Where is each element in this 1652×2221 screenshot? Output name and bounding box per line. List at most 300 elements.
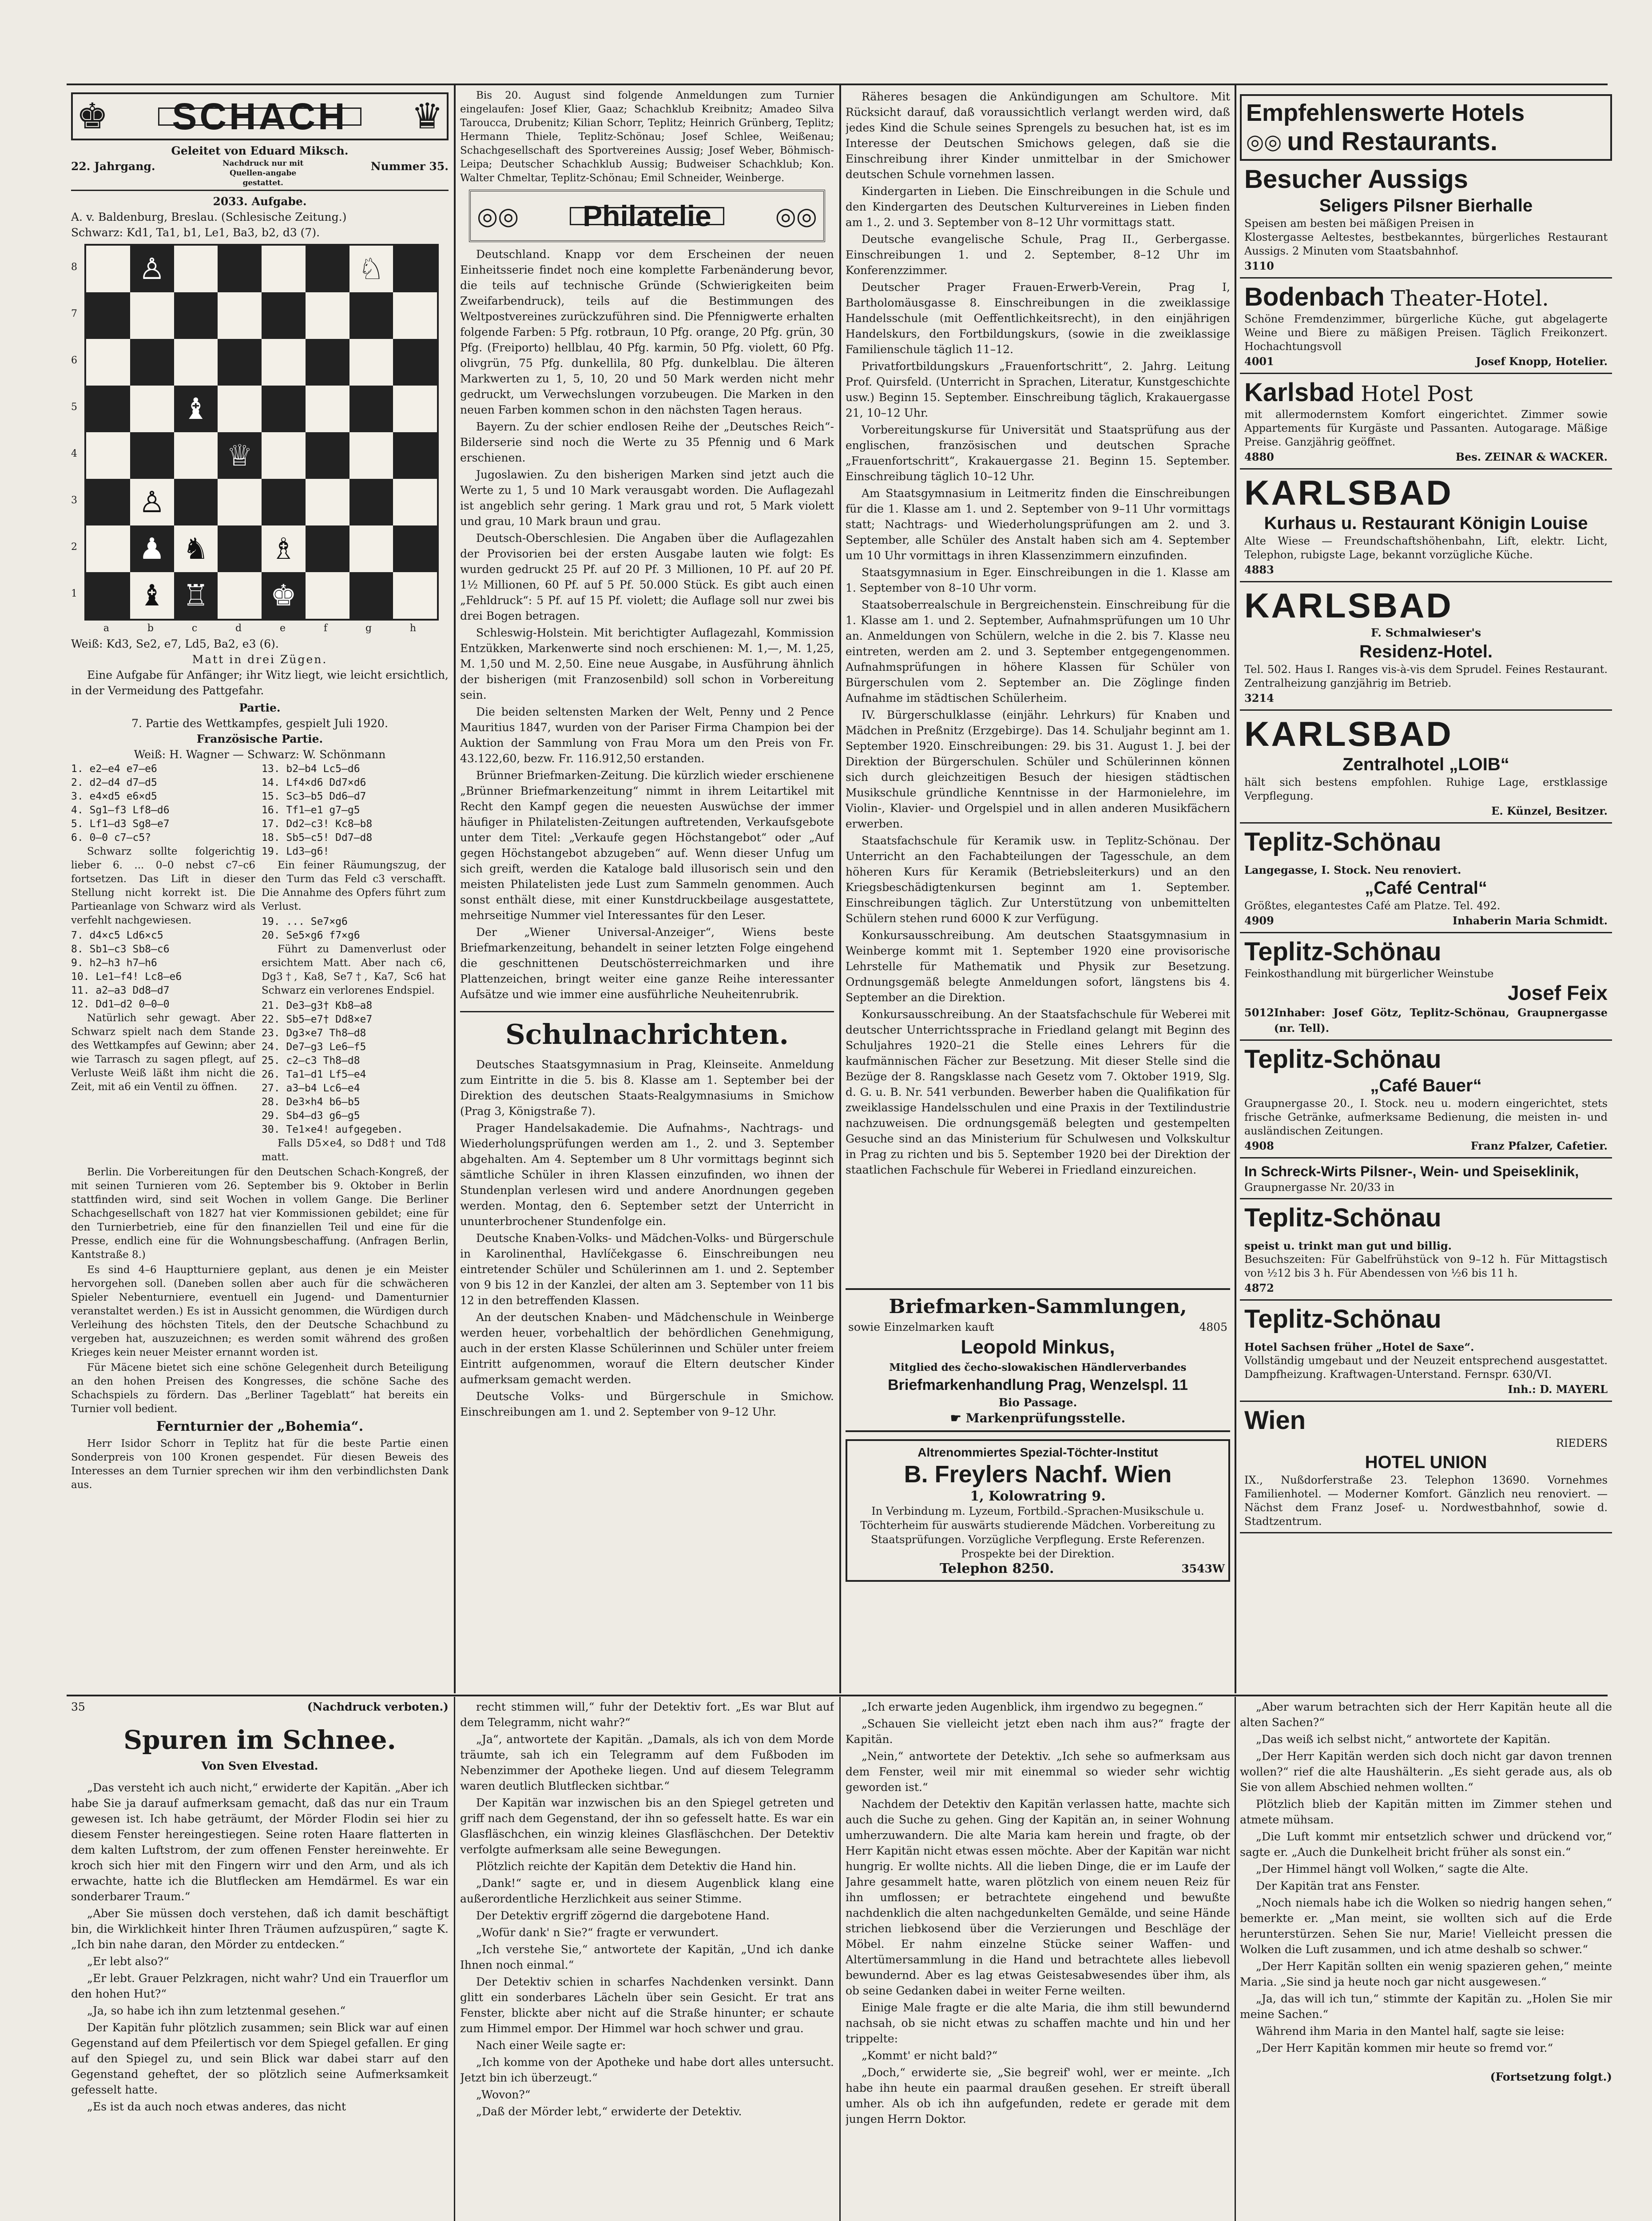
- roman-paragraph: „Ja“, antwortete der Kapitän. „Damals, als ich von dem Morde träumte, sah ich ein Telegramm auf dem Fußboden im Nebenzimmer der Apotheke liegen. Und auf diesem Telegramm waren deutlich Blutflecken sichtbar.“: [460, 1733, 834, 1792]
- hotel-ad-text: Feinkosthandlung mit bürgerlicher Weinstube: [1244, 967, 1494, 980]
- partie-opening: Französische Partie.: [196, 732, 323, 745]
- philatelie-ornament-right-icon: ◎◎: [775, 202, 817, 230]
- chess-square: ♞: [174, 525, 218, 572]
- roman-paragraph: „Noch niemals habe ich die Wolken so niedrig hangen sehen,“ bemerkte er. „Man meint, sie wollten sich auf die Erde herunterstürzen. Sehen Sie nur, Marie! Vielleicht pressen die Wolken die Luft zusammen, und ich atme deshalb so schwer.“: [1240, 1896, 1612, 1956]
- hotel-ad-owner: Franz Pfalzer, Cafetier.: [1470, 1139, 1608, 1152]
- hotel-ad-title-row: [1244, 1044, 1608, 1075]
- hotel-ad-sub: „Café Bauer“: [1370, 1076, 1482, 1095]
- chess-file-label: f: [323, 623, 328, 634]
- schul-paragraph: Staatsoberrealschule in Bergreichenstein. Einschreibung für die 1. Klasse am 1. und 2. September, Aufnahmsprüfungen um 10 Uhr an. Anmeldungen von Schülern, welche in die 2. bis 7. Klasse neu eintreten, werden am 2. und 3. September entgegengenommen. Aufnahmsprüfungen in höhere Klassen für Schüler von Bürgerschulen vom 2. September an. Die Zöglinge finden Aufnahme im städtischen Schülerheim.: [846, 598, 1230, 705]
- chess-square: [174, 339, 218, 386]
- partie-col-right: [262, 762, 446, 1166]
- hotel-ad-sub2: Klostergasse Aeltestes, bestbekanntes, bürgerliches Restaurant Aussigs. 2 Minuten vom Staatsbahnhof.: [1244, 231, 1608, 257]
- roman-paragraph: „Das weiß ich selbst nicht,“ antwortete der Kapitän.: [1256, 1733, 1551, 1746]
- freyler-num: 3543W: [1181, 1562, 1225, 1575]
- roman-paragraph: „Aber Sie müssen doch verstehen, daß ich damit beschäftigt bin, die Wirklichkeit hinter Ihren Träumen aufzuspüren,“ sagte K. „Ich bin nahe daran, den Mörder zu entdecken.“: [71, 1907, 449, 1951]
- philatelie-header: [469, 190, 825, 242]
- chess-square: [349, 292, 393, 339]
- aufgabe-matt: Matt in drei Zügen.: [192, 653, 328, 666]
- hotel-ad-sub: Seligers Pilsner Bierhalle: [1319, 196, 1533, 215]
- feuilleton-divider-3: [1235, 1697, 1236, 2221]
- roman-text-3: [846, 1699, 1230, 2127]
- hotel-ad-text: Besuchszeiten: Für Gabelfrühstück von 9–12 h. Für Mittagstisch von ½12 bis 3 h. Für Abendessen von ½6 bis 11 h.: [1244, 1253, 1608, 1279]
- roman-paragraph: Der Kapitän trat ans Fenster.: [1256, 1879, 1420, 1892]
- chess-square: [86, 292, 130, 339]
- chess-square: ♝: [130, 572, 174, 619]
- hotel-ad-number: 4872: [1244, 1282, 1274, 1294]
- freyler-desc: In Verbindung m. Lyzeum, Fortbild.-Sprachen-Musikschule u. Töchterheim für auswärts studierende Mädchen. Vorbereitung zu Staatsprüfungen. Vorzügliche Verpflegung. Erste Referenzen. Prospekte bei der Direktion.: [860, 1505, 1215, 1560]
- rank-3: 3: [71, 495, 77, 506]
- chess-file-label: a: [103, 623, 110, 634]
- hotel-ad: [1240, 582, 1612, 711]
- schul-paragraph: Deutsche Knaben-Volks- und Mädchen-Volks- und Bürgerschule in Karolinenthal, Havlíčekgasse 6. Einschreibungen neu eintretender Schüler und Schülerinnen am 1. und 2. September von 9 bis 12 in der Kanzlei, der alten am 3. September von 11 bis 12 in den betreffenden Klassen.: [460, 1232, 834, 1307]
- fernturnier-title: Fernturnier der „Bohemia“.: [156, 1419, 364, 1434]
- roman-author: Von Sven Elvestad.: [201, 1759, 318, 1772]
- rank-6: 6: [71, 355, 77, 366]
- chess-square: [86, 525, 130, 572]
- partie-note-1: Schwarz sollte folgerichtig lieber 6. ... 0–0 nebst c7–c6 fortsetzen. Das Lift in dieser Stellung nicht korrekt ist. Die Partieanlage von Schwarz wird als verfehlt nachgewiesen.: [71, 846, 255, 926]
- briefmarken-sub-row: [848, 1319, 1227, 1335]
- hotel-ad-title: Teplitz-Schönau: [1244, 828, 1442, 856]
- hotel-ad-title-row: [1244, 1162, 1608, 1181]
- hotel-ad-title-row: [1244, 282, 1608, 312]
- chess-square: [262, 479, 306, 525]
- hotel-ad-title-extra: Hotel Sachsen früher „Hotel de Saxe“.: [1244, 1341, 1474, 1353]
- partie-moves-2: 7. d4×c5 Ld6×c5 8. Sb1–c3 Sb8–c6 9. h2–h3 h7–h6 10. Le1–f4! Lc8–e6 11. a2–a3 Dd8–d7 12. Dd1–d2 0–0–0: [71, 930, 182, 1010]
- roman-fortsetzung: (Fortsetzung folgt.): [1490, 2070, 1612, 2083]
- hotel-ad-sub: Residenz-Hotel.: [1359, 642, 1493, 661]
- hotel-ad-footer: [1244, 1005, 1608, 1036]
- aufgabe-schwarz: Schwarz: Kd1, Ta1, b1, Le1, Ba3, b2, d3 (7).: [71, 226, 320, 239]
- chess-square: [174, 479, 218, 525]
- rank-7: 7: [71, 308, 77, 319]
- freyler-addr: 1, Kolowratring 9.: [970, 1489, 1106, 1504]
- hotel-ad: [1240, 374, 1612, 470]
- roman-paragraph: Der Kapitän war inzwischen bis an den Spiegel getreten und griff nach dem Gegenstand, der ihn so gefesselt hatte. Es war ein Glasfläschchen, ein winzig kleines Glasfläschchen. Der Detektiv verfolgte aufmerksam alle seine Bewegungen.: [460, 1796, 834, 1856]
- roman-paragraph: „Er lebt. Grauer Pelzkragen, nicht wahr? Und ein Trauerflor um den hohen Hut?“: [71, 1972, 449, 2000]
- schach-meta-row: [71, 159, 449, 191]
- feuilleton-divider-1: [454, 1697, 455, 2221]
- minkus-addr: Briefmarkenhandlung Prag, Wenzelspl. 11: [888, 1377, 1188, 1393]
- chess-queen-icon: ♛: [411, 96, 443, 137]
- chess-square: [393, 386, 437, 432]
- hotel-ad-number: 5012: [1244, 1006, 1274, 1019]
- hotel-ad-title: KARLSBAD: [1244, 473, 1453, 512]
- roman-paragraph: „Dank!“ sagte er, und in diesem Augenblick klang eine außerordentliche Herzlichkeit aus seiner Stimme.: [460, 1877, 834, 1905]
- hotel-ad-title-extra: Hotel Post: [1361, 382, 1473, 406]
- philatelie-paragraph: Brünner Briefmarken-Zeitung. Die kürzlich wieder erschienene „Brünner Briefmarkenzeitung“ nimmt in ihrem Leitartikel mit Recht den Kampf gegen die neuesten Auswüchse der immer häufiger in Philatelisten-Zeitungen auftretenden, Verkaufsgebote unter dem Titel: „Verkaufe gegen Höchstangebot“ oder „Auf gegen Höchstangebot abzugeben“ auf. Wenn dieser Unfug um sich greift, werden die Kataloge bald illusorisch sein und den meisten Philatelisten jede Lust zum Sammeln genommen. Auch sonst enthält diese, mit einer Kunstdruckbeilage ausgestattete, mehrseitige Nummer viel Interessantes für den Leser.: [460, 769, 834, 922]
- hotel-ad: [1240, 711, 1612, 824]
- page-number: 35: [71, 1700, 85, 1713]
- philatelie-paragraph: Schleswig-Holstein. Mit berichtigter Auflagezahl, Kommission Entzükken, Markenwerte sind noch erschienen: M. 1,—, M. 1,25, M. 1,50 und M. 2,50. Eine neue Ausgabe, in Ausführung ähnlich der bisherigen (mit Franzosenbild) soll schon in Vorbereitung sein.: [460, 626, 834, 701]
- berlin-news-3: Für Mäcene bietet sich eine schöne Gelegenheit durch Beteiligung an den hohen Preisen des Kongresses, die schöne Sache des Schachspiels zu fördern. Das „Berliner Tageblatt“ hat bereits ein Turnier voll bedient.: [71, 1362, 449, 1415]
- roman-paragraph: „Ja, so habe ich ihn zum letztenmal gesehen.“: [87, 2004, 346, 2017]
- schul-paragraph: Prager Handelsakademie. Die Aufnahms-, Nachtrags- und Wiederholungsprüfungen werden am 1., 2. und 3. September abgehalten. Am 4. September um 8 Uhr vormittags beginnt sich sämtliche Schüler in ihren Klassen einzufinden, wo ihnen der Stundenplan verlesen wird und andere Anordnungen gegeben werden. Montag, den 6. September setzt der Unterricht in ununterbrochener Stundenfolge ein.: [460, 1122, 834, 1228]
- chess-square: ♕: [218, 432, 262, 479]
- hotel-ad-owner: E. Künzel, Besitzer.: [1491, 804, 1608, 817]
- hotel-ad-title: Besucher Aussigs: [1244, 165, 1468, 194]
- chess-square: [174, 432, 218, 479]
- hotel-ad-title-extra: Langegasse, I. Stock. Neu renoviert.: [1244, 864, 1461, 876]
- hotel-ad-footer: [1244, 1381, 1608, 1397]
- roman-paragraph: Plötzlich blieb der Kapitän mitten im Zimmer stehen und atmete mühsam.: [1240, 1798, 1612, 1826]
- roman-title: Spuren im Schnee.: [123, 1725, 396, 1755]
- hotel-ad-title-row: [1244, 473, 1608, 512]
- roman-paragraph: „Nein,“ antwortete der Detektiv. „Ich sehe so aufmerksam aus dem Fenster, weil mir mit einemmal so wieder sehr wichtig geworden ist.“: [846, 1750, 1230, 1794]
- hotel-ad-title-row: [1244, 586, 1608, 625]
- hotel-ad-title-row: [1244, 1405, 1608, 1436]
- roman-col-4: [1240, 1699, 1612, 2221]
- chess-square: ♘: [349, 246, 393, 292]
- chess-square: [306, 339, 349, 386]
- roman-paragraph: „Der Herr Kapitän werden sich doch nicht gar davon trennen wollen?“ rief die alte Haushälterin. „Es sieht gerade aus, als ob Sie von allem Abschied nehmen wollten.“: [1240, 1750, 1612, 1794]
- chess-file-label: c: [191, 623, 198, 634]
- schach-nachdruck: Nachdruck nur mit Quellen-angabe gestattet.: [222, 159, 304, 187]
- schul-paragraph: Privatfortbildungskurs „Frauenfortschritt“, 2. Jahrg. Leitung Prof. Quirsfeld. (Unterricht in Sprachen, Literatur, Kunstgeschichte usw.) Beginn 15. September. Einschreibung täglich, Krakauergasse 21, 10–12 Uhr.: [846, 360, 1230, 419]
- schul-paragraph: Konkursausschreibung. Am deutschen Staatsgymnasium in Weinberge kommt mit 1. September 1920 eine provisorische Lehrstelle für Mathematik und Physik zur Besetzung. Ordnungsgemäß belegte Anmeldungen sofort, längstens bis 4. September an die Direktion.: [846, 929, 1230, 1004]
- roman-col-3: [846, 1699, 1230, 2221]
- roman-paragraph: „Ja, das will ich tun,“ stimmte der Kapitän zu. „Holen Sie mir meine Sachen.“: [1240, 1992, 1612, 2021]
- hotel-ad-owner: Josef Knopp, Hotelier.: [1476, 355, 1608, 368]
- hotel-ad-number: 4001: [1244, 355, 1274, 368]
- chess-square: [306, 432, 349, 479]
- hotel-ad-number: 3214: [1244, 692, 1274, 705]
- chess-square: [218, 386, 262, 432]
- chess-square: [393, 246, 437, 292]
- briefmarken-sub: sowie Einzelmarken kauft: [848, 1321, 994, 1333]
- chess-square: [393, 292, 437, 339]
- chess-king-icon: ♚: [76, 96, 108, 137]
- schul-paragraph: Räheres besagen die Ankündigungen am Schultore. Mit Rücksicht darauf, daß voraussichtlich verlangt werden wird, daß jedes Kind die Schule seines Sprengels zu besuchen hat, ist es im Interesse der Deutschen Smichows gelegen, daß sie die Einschreibung ihrer Kinder unmittelbar in der Smichower deutschen Schule vornehmen lassen.: [846, 90, 1230, 181]
- hotel-ad-footer: [1244, 913, 1608, 928]
- aufgabe-note: Eine Aufgabe für Anfänger; ihr Witz liegt, wie leicht ersichtlich, in der Vermeidung des Pattgefahr.: [71, 669, 449, 697]
- partie-moves-4: 19. ... Se7×g6 20. Se5×g6 f7×g6: [262, 916, 360, 941]
- hotel-ad-pre: F. Schmalwieser's: [1370, 626, 1481, 639]
- hotel-ad-title-row: [1244, 937, 1608, 967]
- roman-paragraph: „Ich erwarte jeden Augenblick, ihm irgendwo zu begegnen.“: [862, 1700, 1203, 1713]
- schul-paragraph: Deutscher Prager Frauen-Erwerb-Verein, Prag I, Bartholomäusgasse 8. Einschreibungen in die zweiklassige Handelsschule (mit Oeffentlichkeitsrecht), in den einjährigen Handelskurs, den Fortbildungskurs, (sowie in die zweiklassige Familienschule täglich 11–12.: [846, 281, 1230, 356]
- hotel-ad-title: Karlsbad: [1244, 378, 1355, 407]
- schach-editor: Geleitet von Eduard Miksch.: [171, 144, 349, 157]
- roman-paragraph: „Die Luft kommt mir entsetzlich schwer und drückend vor,“ sagte er. „Auch die Dunkelheit bricht früher als sonst ein.“: [1240, 1830, 1612, 1859]
- chess-square: [262, 432, 306, 479]
- roman-paragraph: „Der Himmel hängt voll Wolken,“ sagte die Alte.: [1256, 1863, 1529, 1875]
- minkus-stelle: Markenprüfungsstelle.: [965, 1411, 1126, 1425]
- roman-paragraph: „Wovon?“: [476, 2088, 531, 2101]
- turnier-anmeldungen: Bis 20. August sind folgende Anmeldungen zum Turnier eingelaufen: Josef Klier, Gaaz; Schachklub Kreibnitz; Amadeo Silva Taroucca, Drubenitz; Kilian Schorr, Teplitz; Heinrich Grünberg, Teplitz; Hermann Thiele, Teplitz-Schönau; Josef Schlee, Weißenau; Schachgesellschaft des Sportvereines Aussig; Josef Weber, Böhmisch-Leipa; Deutscher Schachklub Aussig; Budweiser Schachklub; Kon. Walter Chmeltar, Teplitz-Schönau; Emil Schneider, Weinberge.: [460, 90, 834, 184]
- partie-moves-5: 21. De3–g3† Kb8–a8 22. Sb5–e7† Dd8×e7 23. Dg3×e7 Th8–d8 24. De7–g3 Le6–f5 25. c2–c3 Th8–d8 26. Ta1–d1 Lf5–e4 27. a3–b4 Lc6–e4 28. De3×h4 b6–b5 29. Sb4–d3 g6–g5 30. Te1×e4! aufgegeben.: [262, 1000, 403, 1135]
- roman-col-1: [71, 1699, 449, 2221]
- middle-column: [460, 89, 834, 1688]
- roman-paragraph: „Ich komme von der Apotheke und habe dort alles untersucht. Jetzt bin ich überzeugt.“: [460, 2056, 834, 2084]
- roman-paragraph: „Doch,“ erwiderte sie, „Sie begreif' wohl, wer er meinte. „Ich habe ihn heute ein paarmal draußen gesehen. Er streift überall umher. Als ob ich ihn aufgefunden, redete er gerade mit dem jungen Herrn Doktor.: [846, 2066, 1230, 2125]
- hotel-ad: [1240, 470, 1612, 582]
- hotel-ad-text: hält sich bestens empfohlen. Ruhige Lage, erstklassige Verpflegung.: [1244, 776, 1608, 802]
- rank-2: 2: [71, 541, 77, 553]
- roman-paragraph: „Er lebt also?“: [87, 1955, 169, 1968]
- roman-paragraph: Nach einer Weile sagte er:: [476, 2039, 626, 2052]
- freyler-ad: [846, 1439, 1230, 1582]
- schach-header: [71, 92, 449, 140]
- chess-file-label: b: [147, 623, 154, 634]
- freyler-tel-row: [851, 1561, 1225, 1576]
- partie-players: Weiß: H. Wagner — Schwarz: W. Schönmann: [134, 748, 386, 761]
- hotel-ad-sub: „Café Central“: [1365, 878, 1487, 898]
- chess-square: [262, 246, 306, 292]
- partie-note-3: Ein feiner Räumungszug, der den Turm das Feld c3 verschafft. Die Annahme des Opfers führt zum Verlust.: [262, 860, 446, 912]
- hotel-ad-title: Teplitz-Schönau: [1244, 1045, 1442, 1074]
- roman-col-2: [460, 1699, 834, 2221]
- roman-paragraph: „Es ist da auch noch etwas anderes, das nicht: [87, 2100, 346, 2113]
- schul-paragraph: Kindergarten in Lieben. Die Einschreibungen in die Schule und den Kindergarten des Deutschen Kulturvereines in Lieben finden am 1., 2. und 3. September von 8–12 Uhr vormittags statt.: [846, 185, 1230, 229]
- school-news-column: [846, 89, 1230, 1688]
- hotel-ad-title: KARLSBAD: [1244, 714, 1453, 753]
- chess-square: [218, 525, 262, 572]
- rank-1: 1: [71, 588, 77, 599]
- chess-square: [349, 432, 393, 479]
- chess-square: [86, 386, 130, 432]
- roman-paragraph: „Der Herr Kapitän kommen mir heute so fremd vor.“: [1256, 2042, 1553, 2054]
- schul-paragraph: Deutsches Staatsgymnasium in Prag, Kleinseite. Anmeldung zum Eintritte in die 5. bis 8. Klasse am 1. September bei der Direktion des deutschen Staats-Realgymnasiums in Smichow (Prag 3, Königstraße 7).: [460, 1058, 834, 1118]
- rank-4: 4: [71, 448, 77, 459]
- chess-square: [262, 339, 306, 386]
- briefmarken-ad: [846, 1288, 1230, 1432]
- chess-square: [349, 386, 393, 432]
- hotel-ad-number: 4883: [1244, 563, 1274, 576]
- hotel-ad-text: mit allermodernstem Komfort eingerichtet. Zimmer sowie Appartements für Kurgäste und Passanten. Autogarage. Mäßige Preise. Ganzjährig geöffnet.: [1244, 408, 1608, 448]
- hotel-ad-owner: Inh.: D. MAYERL: [1508, 1383, 1608, 1396]
- roman-head-row: [71, 1699, 449, 1715]
- hotel-ad-title-row: [1244, 1203, 1608, 1253]
- aufgabe-weiss: Weiß: Kd3, Se2, e7, Ld5, Ba2, e3 (6).: [71, 637, 279, 650]
- hotel-ad-title-extra: speist u. trinkt man gut und billig.: [1244, 1239, 1452, 1252]
- hotel-ad-title: Wien: [1244, 1406, 1306, 1435]
- chess-square: [130, 339, 174, 386]
- chess-file-label: h: [409, 623, 417, 634]
- chess-square: [86, 479, 130, 525]
- aufgabe-title: 2033. Aufgabe.: [213, 195, 307, 208]
- hotels-header-line1: Empfehlenswerte Hotels: [1246, 100, 1525, 126]
- chess-square: [86, 432, 130, 479]
- schul-paragraph: Deutsche evangelische Schule, Prag II., Gerbergasse. Einschreibungen 1. und 2. September, 8–12 Uhr im Konferenzzimmer.: [846, 233, 1230, 277]
- chess-square: [349, 572, 393, 619]
- philatelie-body: [460, 247, 834, 1002]
- philatelie-ornament-left-icon: ◎◎: [477, 202, 519, 230]
- hotel-ad-owner: Inhaberin Maria Schmidt.: [1452, 914, 1608, 927]
- chess-square: [393, 525, 437, 572]
- hotel-ad-number: 4880: [1244, 450, 1274, 463]
- roman-paragraph: „Schauen Sie vielleicht jetzt eben nach ihm aus?“ fragte der Kapitän.: [846, 1717, 1230, 1746]
- hotel-ad-text: Vollständig umgebaut und der Neuzeit entsprechend ausgestattet. Dampfheizung. Kraftwagen-Unterstand. Fernspr. 630/VI.: [1244, 1354, 1608, 1381]
- philatelie-paragraph: Der „Wiener Universal-Anzeiger“, Wiens beste Briefmarkenzeitung, behandelt in seiner letzten Folge eingehend die geschnittenen Deutschösterreichmarken und ihre Plattenzeichen, bringt weiter eine ganze Reihe interessanter Aufsätze und wie immer eine ausführliche Neuheitenrubrik.: [460, 926, 834, 1001]
- hotel-ad-title-row: [1244, 827, 1608, 877]
- hotel-ad: [1240, 933, 1612, 1041]
- chess-board: [84, 244, 439, 621]
- hotel-ad-number: 4908: [1244, 1139, 1274, 1152]
- chess-square: [174, 292, 218, 339]
- hotel-ad-text: Graupnergasse Nr. 20/33 in: [1244, 1181, 1395, 1194]
- schach-title: SCHACH: [158, 107, 361, 126]
- chess-square: [393, 339, 437, 386]
- chess-square: ♙: [130, 246, 174, 292]
- chess-square: [349, 339, 393, 386]
- hotel-ad-sub: HOTEL UNION: [1365, 1453, 1487, 1472]
- partie-note-5: Falls D5×e4, so Dd8† und Td8 matt.: [262, 1138, 446, 1163]
- hotel-ad: [1240, 1199, 1612, 1301]
- rank-8: 8: [71, 262, 77, 273]
- roman-paragraph: Nachdem der Detektiv den Kapitän verlassen hatte, machte sich auch die Suche zu gehen. Ging der Kapitän an, in seiner Wohnung umherzuwandern. Die alte Maria kam herein und fragte, ob der Herr Kapitän nicht etwas essen möchte. Aber der Kapitän war nicht hungrig. Er wollte nichts. All die lieben Dinge, die er im Laufe der Jahre gesammelt hatte, waren plötzlich von einem neuen Reiz für ihn umflossen; er betrachtete eingehend und bewußte nachdenklich die alten nachgedunkelten Gemälde, und seine Hände strichen liebkosend über die Verzierungen und Beschläge der Möbel. Er nahm einzelne Stücke seiner Waffen- und Altertümersammlung in die Hand und betrachtete alles liebevoll bewundernd. Aber es lag etwas Geistesabwesendes über ihm, als ob seine Gedanken dabei in weiter Ferne weilten.: [846, 1798, 1230, 1997]
- chess-square: [174, 246, 218, 292]
- chess-square: [393, 479, 437, 525]
- roman-paragraph: „Kommt' er nicht bald?“: [862, 2049, 998, 2062]
- berlin-news-2: Es sind 4–6 Hauptturniere geplant, aus denen je ein Meister hervorgehen soll. (Daneben sollen aber auch für die schwächeren Spieler Nebenturniere, eventuell ein Jugend- und Damenturnier veranstaltet werden.) Es ist in Aussicht genommen, die Würdigen durch Verleihung des höchsten Titels, den der Deutsche Schachbund zu vergeben hat, auszuzeichnen; es werden somit während des großen Krieges kein neuer Meister ernannt worden ist.: [71, 1264, 449, 1358]
- hotel-ad-title: Bodenbach: [1244, 283, 1385, 311]
- partie-note-4: Führt zu Damenverlust oder ersichtem Matt. Aber nach c6, Dg3†, Ka8, Se7†, Ka7, Sc6 hat Schwarz ein verlorenes Endspiel.: [262, 943, 446, 996]
- chess-square: [130, 292, 174, 339]
- partie-title: Partie.: [239, 701, 281, 714]
- hotel-ad-title-row: [1244, 378, 1608, 408]
- hotel-ad-footer: [1244, 690, 1608, 706]
- roman-text-4: [1240, 1699, 1612, 2056]
- freyler-top: Altrenommiertes Spezial-Töchter-Institut: [917, 1445, 1158, 1459]
- chess-square: [86, 339, 130, 386]
- hotel-ad: [1240, 161, 1612, 279]
- hotel-ad-title: Teplitz-Schönau: [1244, 937, 1442, 966]
- hotel-ad-sub: Kurhaus u. Restaurant Königin Louise: [1264, 513, 1588, 533]
- schach-jahrgang: 22. Jahrgang.: [71, 160, 155, 173]
- partie-info: 7. Partie des Wettkampfes, gespielt Juli 1920.: [131, 717, 388, 730]
- hotel-ad-footer: [1244, 562, 1608, 577]
- chess-file-label: g: [365, 623, 372, 634]
- chess-square: ♙: [130, 479, 174, 525]
- page-top-rule: [67, 84, 1608, 85]
- hotel-ad-footer: [1244, 258, 1608, 274]
- hotels-header: [1240, 94, 1612, 161]
- chess-square: [349, 479, 393, 525]
- roman-paragraph: Plötzlich reichte der Kapitän dem Detektiv die Hand hin.: [476, 1860, 797, 1873]
- schul-cont-body: [846, 89, 1230, 1288]
- hotel-ad-title: KARLSBAD: [1244, 586, 1453, 625]
- feuilleton-divider-2: [839, 1697, 841, 2221]
- roman-nachdruck: (Nachdruck verboten.): [307, 1700, 449, 1713]
- hotels-column: [1240, 89, 1612, 1688]
- feuilleton-top-rule: [67, 1695, 1608, 1696]
- chess-square: [393, 432, 437, 479]
- chess-board-wrap: [71, 244, 449, 621]
- rank-5: 5: [71, 402, 77, 413]
- hotel-ad-text: Graupnergasse 20., I. Stock. neu u. modern eingerichtet, stets frische Getränke, aufmerksame Bedienung, die meisten in- und ausländischen Zeitungen.: [1244, 1097, 1608, 1137]
- chess-square: [349, 525, 393, 572]
- hotel-ad-text: Schöne Fremdenzimmer, bürgerliche Küche, gut abgelagerte Weine und Biere zu mäßigen Preisen. Täglich Freikonzert. Hochachtungsvoll: [1244, 313, 1608, 353]
- hotel-ad-text: Speisen am besten bei mäßigen Preisen in: [1244, 217, 1474, 230]
- hotel-ad-title-row: [1244, 164, 1608, 195]
- hotel-ad-owner-big: Josef Feix: [1508, 981, 1608, 1004]
- partie-moves-1: 1. e2–e4 e7–e6 2. d2–d4 d7–d5 3. e4×d5 e6×d5 4. Sg1–f3 Lf8–d6 5. Lf1–d3 Sg8–e7 6. 0–0 c7–c5?: [71, 763, 170, 844]
- schul-paragraph: Deutsche Volks- und Bürgerschule in Smichow. Einschreibungen am 1. und 2. September von 9–12 Uhr.: [460, 1390, 834, 1418]
- aufgabe-author: A. v. Baldenburg, Breslau. (Schlesische Zeitung.): [71, 211, 347, 223]
- roman-paragraph: Der Detektiv schien in scharfes Nachdenken versinkt. Dann glitt ein sonderbares Lächeln über sein Gesicht. Er trat ans Fenster, blickte aber nicht auf die Straße hinunter; er schaute zum Himmel empor. Der Himmel war hoch schwer und grau.: [460, 1975, 834, 2035]
- chess-square: [393, 572, 437, 619]
- chess-square: [306, 292, 349, 339]
- philatelie-paragraph: Deutschland. Knapp vor dem Erscheinen der neuen Einheitsserie findet noch eine komplette Farbenänderung bevor, die teils auf technische Gründe (Schwierigkeiten beim Zweifarbendruck), teils auf die Bestimmungen des Weltpostvereines zurückzuführen sind. Die Pfennigwerte erhalten folgende Farben: 5 Pfg. rotbraun, 10 Pfg. orange, 20 Pfg. grün, 30 Pfg. (Freiporto) hellblau, 40 Pfg. karmin, 50 Pfg. violett, 60 Pfg. olivgrün, 75 Pfg. dunkellila, 80 Pfg. dunkelblau. Die älteren Markwerten zu 1, 5, 10, 20 und 50 Mark werden nicht mehr gedruckt, um Verwechslungen vorzubeugen. Die Marken in den neuen Farben kommen schon in den nächsten Tagen heraus.: [460, 248, 834, 416]
- chess-square: [306, 525, 349, 572]
- chess-rank-labels: [71, 244, 84, 617]
- roman-text-1: [71, 1780, 449, 2114]
- hotel-ad-text: Größtes, elegantestes Café am Platze. Tel. 492.: [1244, 900, 1501, 912]
- roman-paragraph: Der Detektiv ergriff zögernd die dargebotene Hand.: [476, 1909, 770, 1922]
- schul-paragraph: Vorbereitungskurse für Universität und Staatsprüfung aus der englischen, französischen und deutschen Sprache „Frauenfortschritt“, Krakauergasse 21. Beginn 15. September. Einschreibung täglich 10–12 Uhr.: [846, 423, 1230, 483]
- column-divider-3: [1235, 85, 1236, 1693]
- chess-square: [306, 386, 349, 432]
- hotel-ad-footer: [1244, 1138, 1608, 1154]
- hotel-ads-list: [1240, 161, 1612, 1533]
- chess-square: [306, 246, 349, 292]
- hotel-ad-title: In Schreck-Wirts Pilsner-, Wein- und Speiseklinik,: [1244, 1163, 1579, 1179]
- minkus-name: Leopold Minkus,: [961, 1336, 1115, 1358]
- philatelie-title: Philatelie: [570, 207, 724, 225]
- hotel-ad: [1240, 1158, 1612, 1199]
- briefmarken-title: Briefmarken-Sammlungen,: [889, 1295, 1187, 1318]
- hotels-header-line2: und Restaurants.: [1287, 127, 1498, 156]
- chess-square: [262, 292, 306, 339]
- schul-body: [460, 1057, 834, 1420]
- column-divider-1: [454, 85, 456, 1693]
- chess-square: ♚: [262, 572, 306, 619]
- hotel-ad-sub-pre: RIEDERS: [1556, 1437, 1608, 1449]
- hotel-ad-title-extra: Theater-Hotel.: [1390, 286, 1549, 311]
- hotels-header-line2-row: [1246, 127, 1606, 156]
- roman-paragraph: „Das versteht ich auch nicht,“ erwiderte der Kapitän. „Aber ich habe Sie ja darauf aufmerksam gemacht, daß das nur ein Traum gewesen ist. Ich habe geträumt, der Mörder Flodin sei hier zu diesem Fenster hereingestiegen. Seine roten Haare flatterten in dem kalten Luftstrom, der zum offenen Fenster hereinwehte. Er kroch sich hier mit den Fingern wirr und den Arm, und als ich erwachte, hatte ich die Blutflecken am Hemdärmel. Es war ein sonderbarer Traum.“: [71, 1781, 449, 1903]
- philatelie-paragraph: Jugoslawien. Zu den bisherigen Marken sind jetzt auch die Werte zu 1, 5 und 10 Mark verausgabt worden. Die Auflagezahl ist angeblich sehr gering. 1 Mark grau und rot, 5 Mark violett und grau, 10 Mark braun und grau.: [460, 468, 834, 528]
- roman-paragraph: „Wofür dank' n Sie?“ fragte er verwundert.: [476, 1926, 719, 1939]
- hotel-ad-text: Alte Wiese — Freundschaftshöhenbahn, Lift, elektr. Licht, Telephon, rubigste Lage, bekannt vorzügliche Küche.: [1244, 535, 1608, 561]
- hotel-ad-title: Teplitz-Schönau: [1244, 1305, 1442, 1333]
- hotel-ad-title-row: [1244, 1304, 1608, 1354]
- roman-paragraph: recht stimmen will,“ fuhr der Detektiv fort. „Es war Blut auf dem Telegramm, nicht wahr?“: [460, 1700, 834, 1729]
- hotel-ad-owner: Bes. ZEINAR & WACKER.: [1455, 450, 1608, 463]
- roman-paragraph: „Der Herr Kapitän sollten ein wenig spazieren gehen,“ meinte Maria. „Sie sind ja heute noch gar nicht ausgewesen.“: [1240, 1960, 1612, 1988]
- chess-square: [86, 572, 130, 619]
- philatelie-paragraph: Die beiden seltensten Marken der Welt, Penny und 2 Pence Mauritius 1847, wurden von der Pariser Firma Champion bei der Auktion der Sammlung von Frau Mora um den Preis von Fr. 43.122,60, bezw. Fr. 116.912,50 erstanden.: [460, 705, 834, 765]
- schul-paragraph: Am Staatsgymnasium in Leitmeritz finden die Einschreibungen für die 1. Klasse am 1. und 2. September von 9–11 Uhr vormittags statt; Nachtrags- und Wiederholungsprüfungen am 2. und 3. September, alle Schüler des Anstalt haben sich am 4. September um 10 Uhr vormittags in ihren Klassenzimmern einzufinden.: [846, 487, 1230, 562]
- partie-columns: [71, 762, 449, 1166]
- hotel-ad-title: Teplitz-Schönau: [1244, 1203, 1442, 1232]
- hotel-ad: [1240, 1041, 1612, 1158]
- chess-square: [306, 572, 349, 619]
- schul-paragraph: Staatsfachschule für Keramik usw. in Teplitz-Schönau. Der Unterricht an den Fachabteilungen der Tagesschule, an dem höheren Kurs für Keramik (Betriebsleiterkurs) und an den Kriegsbeschädigtenkursen beginnt am 1. September. Einschreibungen täglich. Zur Unterstützung von unbemittelten Schülern stehen rund 6000 K zur Verfügung.: [846, 834, 1230, 925]
- chess-file-label: d: [235, 623, 242, 634]
- hotel-ad-footer: [1244, 1280, 1608, 1296]
- hotel-ad-text: Tel. 502. Haus I. Ranges vis-à-vis dem Sprudel. Feines Restaurant. Zentralheizung ganzjährig im Betrieb.: [1244, 663, 1608, 689]
- hotel-ad-sub: Zentralhotel „LOIB“: [1342, 755, 1509, 774]
- chess-square: [306, 479, 349, 525]
- freyler-name: B. Freylers Nachf. Wien: [904, 1461, 1172, 1488]
- hotel-ad: [1240, 1402, 1612, 1533]
- briefmarken-num: 4805: [1199, 1321, 1227, 1333]
- roman-paragraph: Während ihm Maria in den Mantel half, sagte sie leise:: [1256, 2025, 1565, 2038]
- hotel-ad: [1240, 824, 1612, 933]
- schul-paragraph: An der deutschen Knaben- und Mädchenschule in Weinberge werden heuer, vorbehaltlich der behördlichen Genehmigung, auch in der ersten Klasse Schülerinnen und Schüler unter freiem Eintritt aufgenommen, worauf die Eltern deutscher Kinder aufmerksam gemacht werden.: [460, 1311, 834, 1386]
- chess-square: [86, 246, 130, 292]
- chess-square: [218, 339, 262, 386]
- roman-paragraph: Der Kapitän fuhr plötzlich zusammen; sein Blick war auf einen Gegenstand auf dem Pfeilertisch vor dem Spiegel gefallen. Er ging auf den Spiegel zu, und sein Blick war dabei starr auf den Gegenstand geheftet, der so plötzlich seine Aufmerksamkeit gefesselt hatte.: [71, 2021, 449, 2096]
- chess-file-labels: [84, 621, 435, 636]
- minkus-stelle-row: [848, 1410, 1227, 1426]
- schach-nummer: Nummer 35.: [370, 160, 449, 173]
- chess-square: [218, 246, 262, 292]
- chess-square: [218, 292, 262, 339]
- hotel-ad-footer: [1244, 354, 1608, 369]
